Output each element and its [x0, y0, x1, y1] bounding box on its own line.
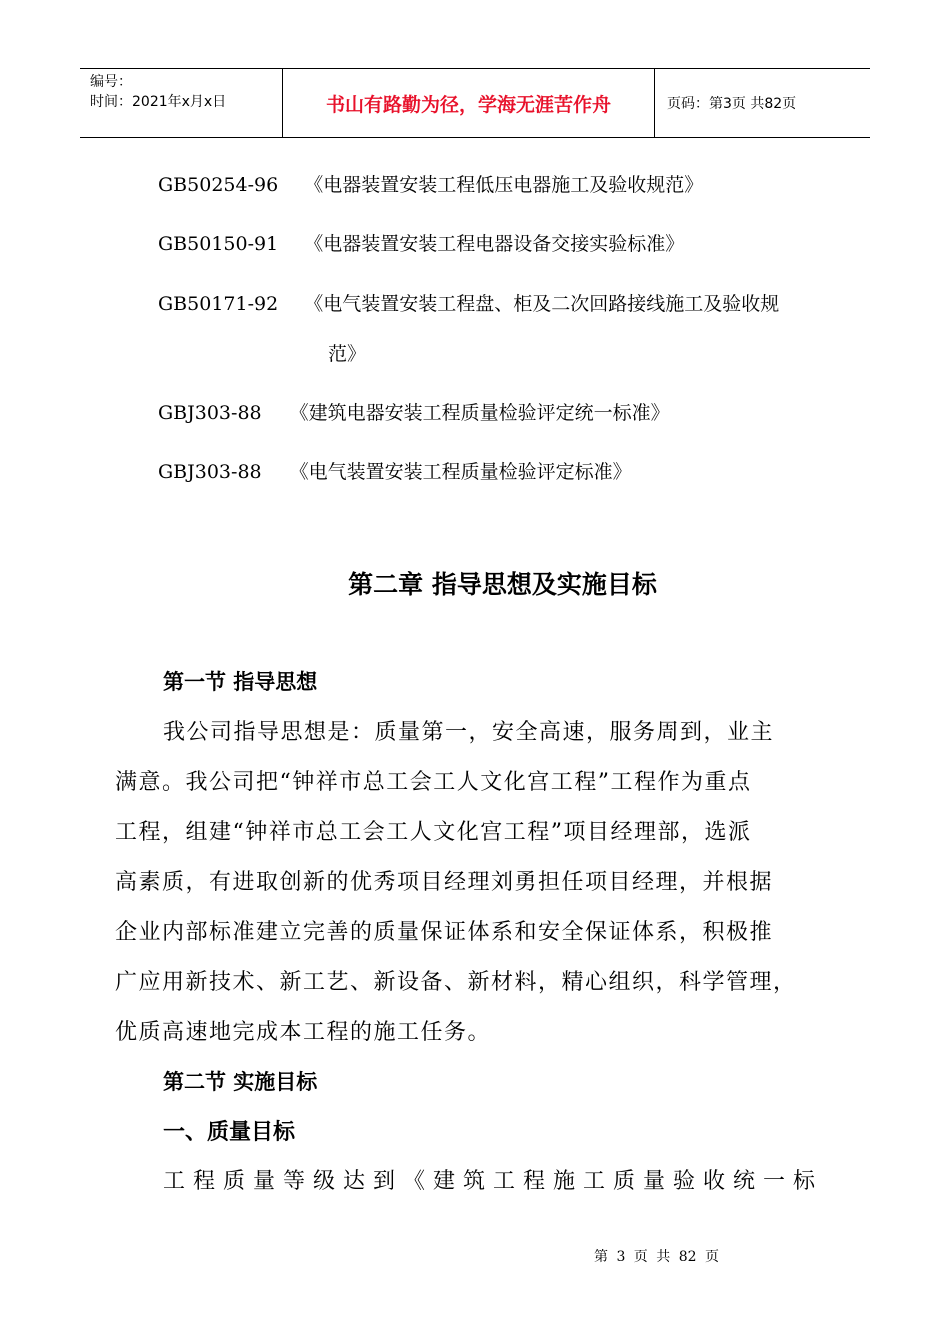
standard-code: GBJ303-88: [158, 461, 262, 483]
header-meta: [80, 69, 282, 137]
paragraph-line: 我公司指导思想是：质量第一，安全高速，服务周到，业主: [163, 720, 775, 745]
section-heading: 第一节 指导思想: [163, 670, 318, 694]
standard-code: GB50171-92: [158, 293, 279, 315]
standard-title: 《电器装置安装工程低压电器施工及验收规范》: [304, 174, 704, 196]
paragraph-line: 满意。我公司把“钟祥市总工会工人文化宫工程”工程作为重点: [115, 770, 752, 795]
page-footer: 第 3 页 共 82 页: [594, 1249, 719, 1265]
sub-heading: 一、质量目标: [163, 1120, 296, 1145]
paragraph-line: 工程，组建“钟祥市总工会工人文化宫工程”项目经理部，选派: [115, 820, 752, 845]
header-time-label: 时间：2021年x月x日: [90, 94, 227, 110]
section-heading: 第二节 实施目标: [163, 1070, 318, 1094]
standard-item: [158, 172, 703, 198]
standard-title: 《电器装置安装工程电器设备交接实验标准》: [304, 233, 685, 255]
paragraph-line: 高素质，有进取创新的优秀项目经理刘勇担任项目经理，并根据: [115, 870, 774, 895]
standard-code: GB50150-91: [158, 233, 279, 255]
chapter-title: 第二章 指导思想及实施目标: [348, 570, 657, 599]
standard-code: GB50254-96: [158, 174, 279, 196]
standard-item: [158, 459, 632, 485]
standard-item: [158, 400, 670, 426]
standard-title: 《建筑电器安装工程质量检验评定统一标准》: [289, 402, 670, 424]
header-number-label: 编号：: [90, 74, 132, 90]
standard-title-continuation: 范》: [328, 343, 367, 365]
header-page-info: 页码：第3页 共82页: [667, 96, 797, 112]
paragraph-line: 优质高速地完成本工程的施工任务。: [115, 1020, 492, 1045]
page-header: [80, 68, 870, 138]
header-motto: 书山有路勤为径，学海无涯苦作舟: [282, 69, 655, 137]
standard-item: [158, 231, 684, 257]
standard-title: 《电气装置安装工程质量检验评定标准》: [289, 461, 632, 483]
paragraph-line: 企业内部标准建立完善的质量保证体系和安全保证体系，积极推: [115, 920, 774, 945]
paragraph-line: 广应用新技术、新工艺、新设备、新材料，精心组织，科学管理，: [115, 970, 797, 995]
standard-code: GBJ303-88: [158, 402, 262, 424]
paragraph-line: 工程质量等级达到《建筑工程施工质量验收统一标: [163, 1169, 824, 1194]
standard-title: 《电气装置安装工程盘、柜及二次回路接线施工及验收规: [304, 293, 780, 315]
standard-item: [158, 291, 779, 317]
